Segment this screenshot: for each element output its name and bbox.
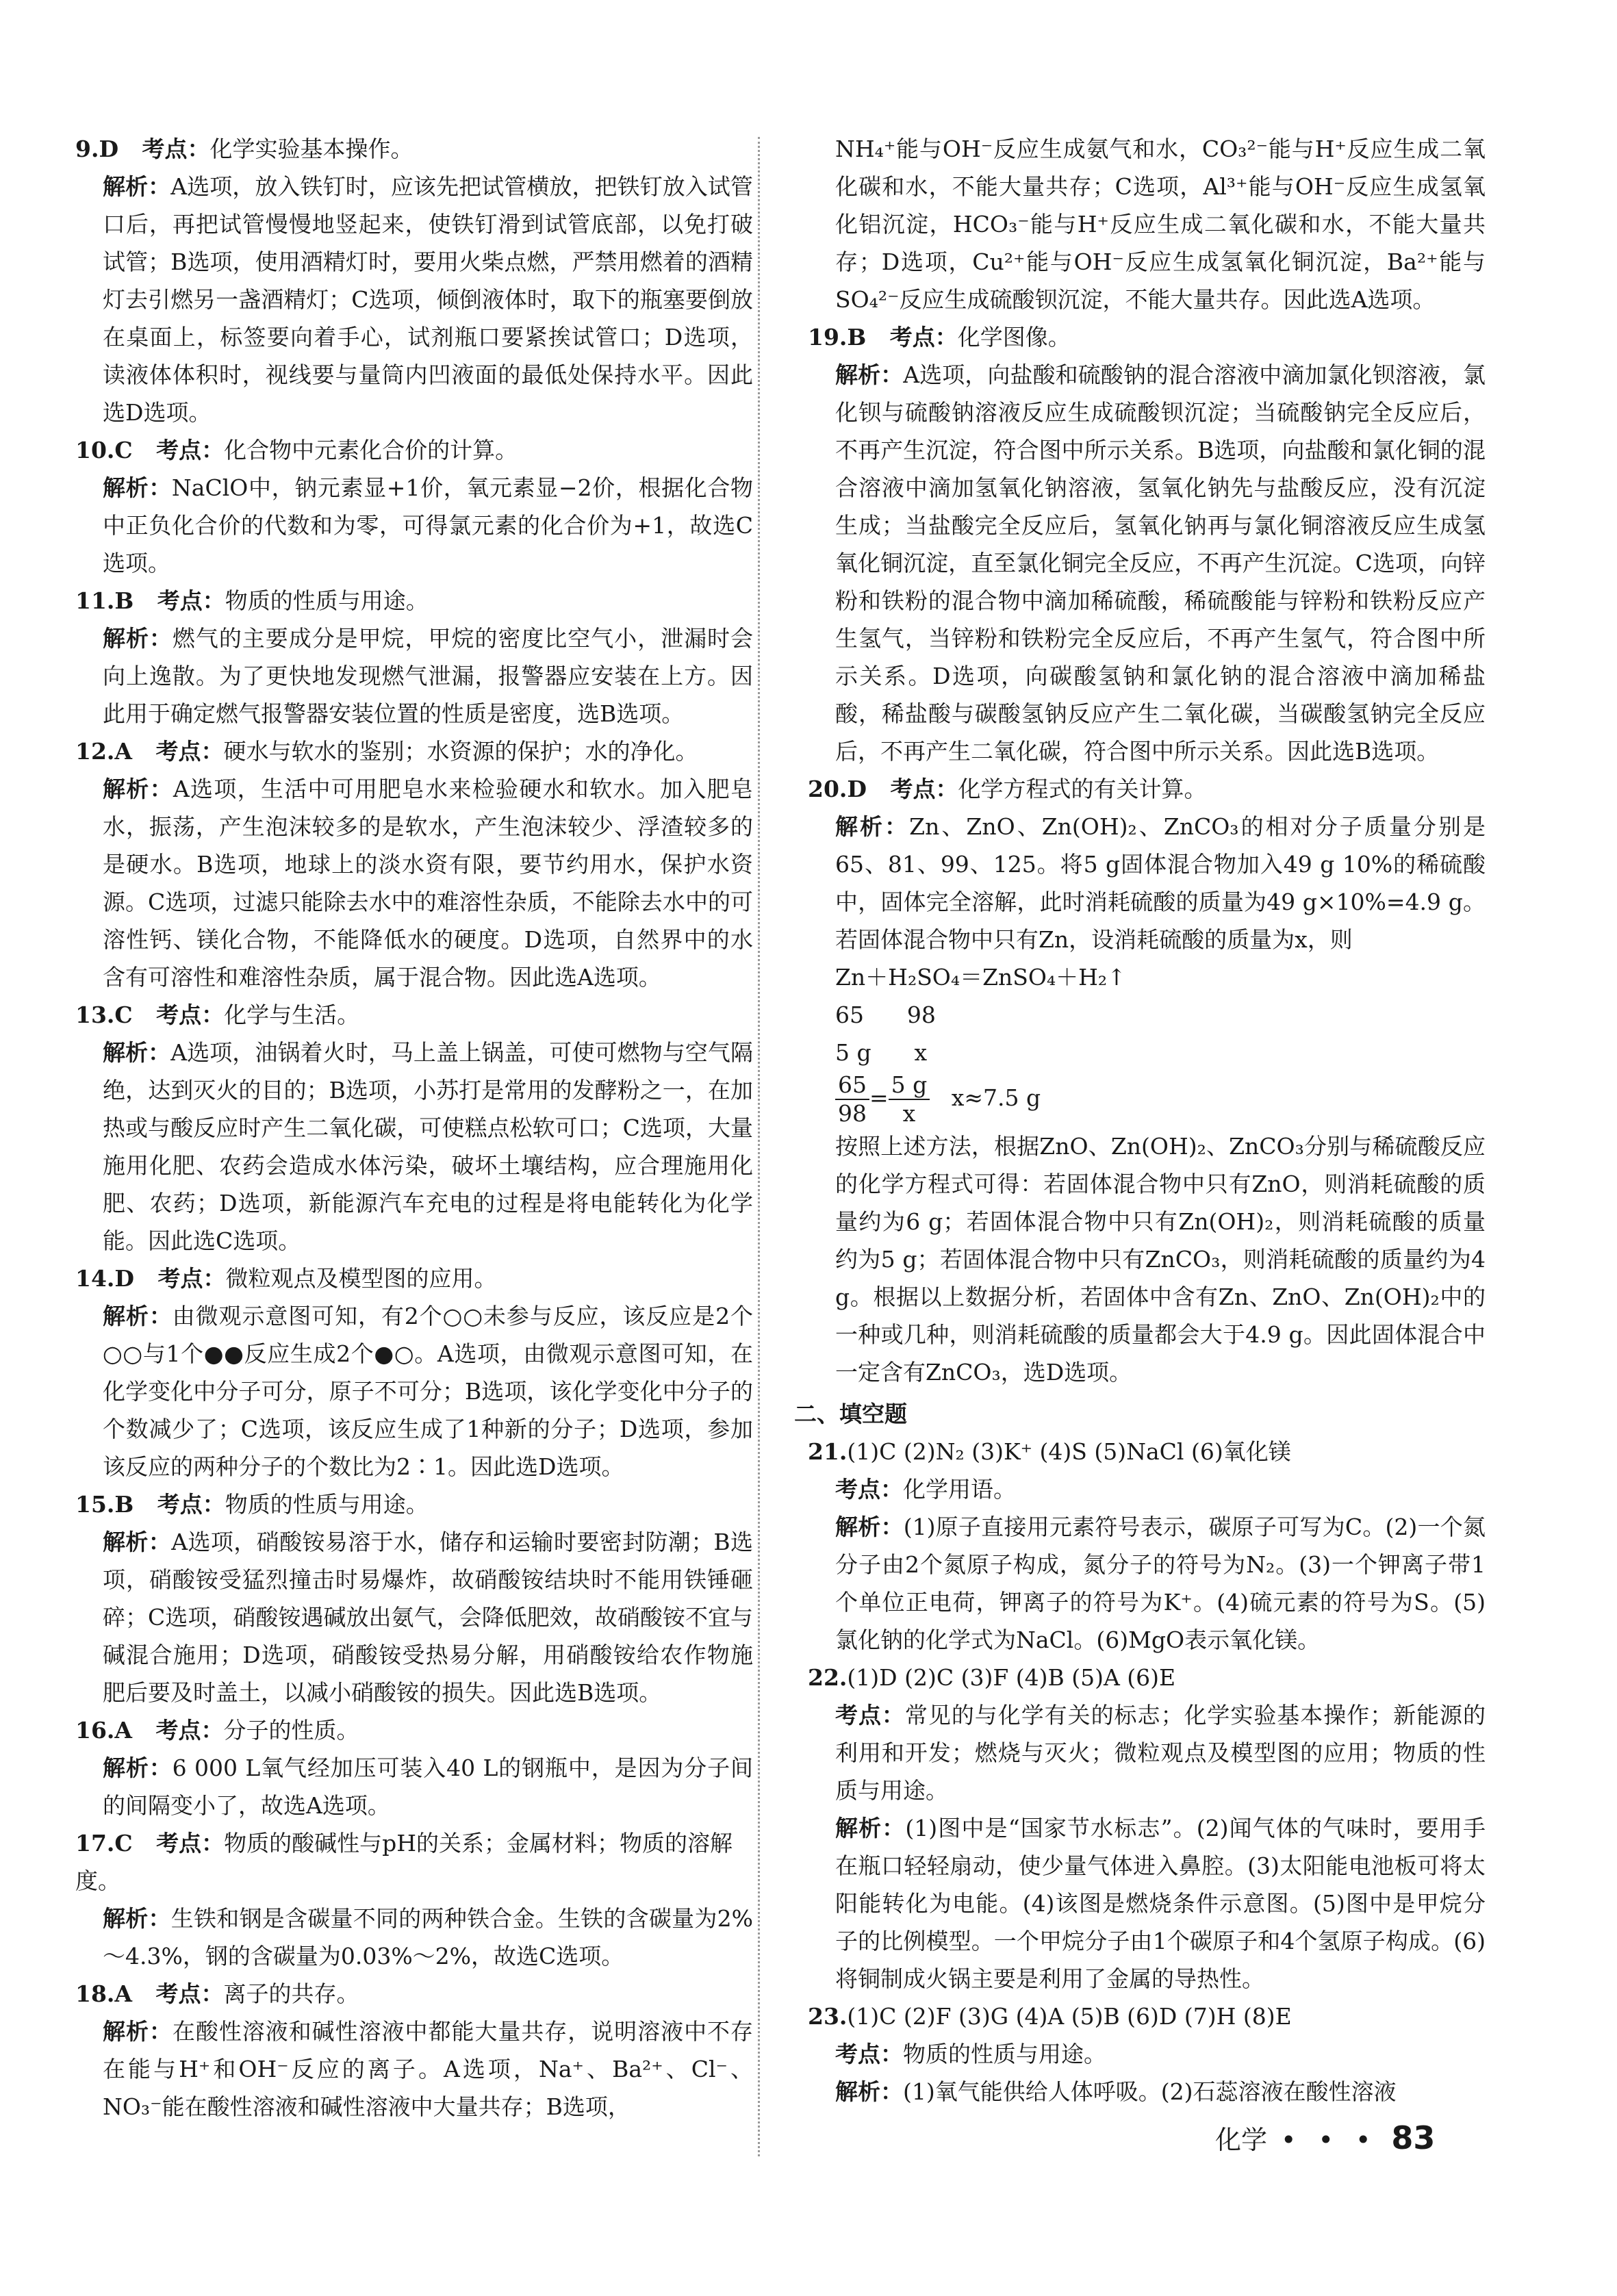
equation: Zn＋H₂SO₄＝ZnSO₄＋H₂↑ xyxy=(835,964,1126,991)
question-18-continued: NH₄⁺能与OH⁻反应生成氨气和水，CO₃²⁻能与H⁺反应生成二氧化碳和水，不能大量共存；C选项，Al³⁺能与OH⁻反应生成氢氧化铝沉淀，HCO₃⁻能与H⁺反应生成二氧化碳和水，不能大量共存；D选项，Cu²⁺能与OH⁻反应生成氢氧化铜沉淀，Ba²⁺能与SO₄²⁻反应生成硫酸钡沉淀，不能大量共存。因此选A选项。 xyxy=(835,136,1486,313)
answer-number: 14.D xyxy=(75,1265,135,1292)
explanation-text: (1)氧气能供给人体呼吸。(2)石蕊溶液在酸性溶液 xyxy=(903,2078,1397,2105)
answer-list: (1)C (2)N₂ (3)K⁺ (4)S (5)NaCl (6)氧化镁 xyxy=(847,1438,1291,1465)
answer-number: 19.B xyxy=(808,324,867,350)
question-13: 13.C 考点：化学与生活。 解析：A选项，油锅着火时，马上盖上锅盖，可使可燃物与空气隔绝，达到灭火的目的；B选项，小苏打是常用的发酵粉之一，在加热或与酸反应时产生二氧化碳，可使糕点松软可口；C选项，大量施用化肥、农药会造成水体污染，破坏土壤结构，应合理施用化肥、农药；D选项，新能源汽车充电的过程是将电能转化为化学能。因此选C选项。 xyxy=(75,1002,753,1254)
explanation-text: 燃气的主要成分是甲烷，甲烷的密度比空气小，泄漏时会向上逸散。为了更快地发现燃气泄漏，报警器应安装在上方。因此用于确定燃气报警器安装位置的性质是密度，选B选项。 xyxy=(103,625,754,727)
explanation-text: 生铁和钢是含碳量不同的两种铁合金。生铁的含碳量为2%～4.3%，钢的含碳量为0.03%～2%，故选C选项。 xyxy=(103,1905,754,1969)
fraction: $\frac{5 g}{x}$ xyxy=(889,1071,930,1127)
result: x≈7.5 g xyxy=(951,1084,1041,1111)
question-17: 17.C 考点：物质的酸碱性与pH的关系；金属材料；物质的溶解度。 解析：生铁和钢是含碳量不同的两种铁合金。生铁的含碳量为2%～4.3%，钢的含碳量为0.03%～2%，故选C选项。 xyxy=(75,1830,754,1969)
question-16: 16.A 考点：分子的性质。 解析：6 000 L氧气经加压可装入40 L的钢瓶中，是因为分子间的间隔变小了，故选A选项。 xyxy=(75,1717,753,1819)
explanation-text: (1)原子直接用元素符号表示，碳原子可写为C。(2)一个氮分子由2个氮原子构成，氮分子的符号为N₂。(3)一个钾离子带1个单位正电荷，钾离子的符号为K⁺。(4)硫元素的符号为S。(5)氯化钠的化学式为NaCl。(6)MgO表示氧化镁。 xyxy=(835,1514,1486,1653)
explanation-text: A选项，向盐酸和硫酸钠的混合溶液中滴加氯化钡溶液，氯化钡与硫酸钠溶液反应生成硫酸钡沉淀；当硫酸钠完全反应后，不再产生沉淀，符合图中所示关系。B选项，向盐酸和氯化铜的混合溶液中滴加氢氧化钠溶液，氢氧化钠先与盐酸反应，没有沉淀生成；当盐酸完全反应后，氢氧化钠再与氯化铜溶液反应生成氢氧化铜沉淀，直至氯化铜完全反应，不再产生沉淀。C选项，向锌粉和铁粉的混合物中滴加稀硫酸，稀硫酸能与锌粉和铁粉反应产生氢气，当锌粉和铁粉完全反应后，不再产生氢气，符合图中所示关系。D选项，向碳酸氢钠和氯化钠的混合溶液中滴加稀盐酸，稀盐酸与碳酸氢钠反应产生二氧化碳，当碳酸氢钠完全反应后，不再产生二氧化碳，符合图中所示关系。因此选B选项。 xyxy=(835,361,1486,765)
question-23: 23.(1)C (2)F (3)G (4)A (5)B (6)D (7)H (8)E 考点：物质的性质与用途。 解析：(1)氧气能供给人体呼吸。(2)石蕊溶液在酸性溶液 xyxy=(808,2003,1397,2105)
question-21: 21.(1)C (2)N₂ (3)K⁺ (4)S (5)NaCl (6)氧化镁 考点：化学用语。 解析：(1)原子直接用元素符号表示，碳原子可写为C。(2)一个氮分子由2个氮原子构成，氮分子的符号为N₂。(3)一个钾离子带1个单位正电荷，钾离子的符号为K⁺。(4)硫元素的符号为S。(5)氯化钠的化学式为NaCl。(6)MgO表示氧化镁。 xyxy=(808,1438,1486,1653)
answer-number: 16.A xyxy=(75,1717,133,1744)
explanation-text: A选项，生活中可用肥皂水来检验硬水和软水。加入肥皂水，振荡，产生泡沫较多的是软水，产生泡沫较少、浮渣较多的是硬水。B选项，地球上的淡水资有限，要节约用水，保护水资源。C选项，过滤只能除去水中的难溶性杂质，不能除去水中的可溶性钙、镁化合物，不能降低水的硬度。D选项，自然界中的水含有可溶性和难溶性杂质，属于混合物。因此选A选项。 xyxy=(103,776,753,991)
question-20: 20.D 考点：化学方程式的有关计算。 解析：Zn、ZnO、Zn(OH)₂、ZnCO₃的相对分子质量分别是65、81、99、125。将5 g固体混合物加入49 g 10%的稀硫酸中，固体完全溶解，此时消耗硫酸的质量为49 g×10%=4.9 g。若固体混合物中只有Zn，设消耗硫酸的质量为x，则 Zn＋H₂SO₄＝ZnSO₄＋H₂↑ 65 98 5 g x $\frac{65}{98}$ = $\frac{5 g}{x}$ x≈7.5 g 按照上述方法，根据ZnO、Zn(OH)₂、ZnCO₃分别与稀硫酸反应的化学方程式可得：若固体混合物中只有ZnO，则消耗硫酸的质量约为6 g；若固体混合物中只有Zn(OH)₂，则消耗硫酸的质量约为5 g；若固体混合物中只有ZnCO₃，则消耗硫酸的质量约为4 g。根据以上数据分析，若固体中含有Zn、ZnO、Zn(OH)₂中的一种或几种，则消耗硫酸的质量都会大于4.9 g。因此固体混合中一定含有ZnCO₃，选D选项。 xyxy=(808,770,1486,1391)
explanation-text: NaClO中，钠元素显+1价，氧元素显−2价，根据化合物中正负化合价的代数和为零，可得氯元素的化合价为+1，故选C选项。 xyxy=(103,474,754,576)
explanation-text: 按照上述方法，根据ZnO、Zn(OH)₂、ZnCO₃分别与稀硫酸反应的化学方程式可得：若固体混合物中只有ZnO，则消耗硫酸的质量约为6 g；若固体混合物中只有Zn(OH)₂，则消耗硫酸的质量约为5 g；若固体混合物中只有ZnCO₃，则消耗硫酸的质量约为4 g。根据以上数据分析，若固体中含有Zn、ZnO、Zn(OH)₂中的一种或几种，则消耗硫酸的质量都会大于4.9 g。因此固体混合中一定含有ZnCO₃，选D选项。 xyxy=(835,1133,1486,1386)
fraction: $\frac{65}{98}$ xyxy=(835,1071,869,1127)
answer-number: 9.D xyxy=(75,136,119,162)
page-number: 83 xyxy=(1391,2119,1436,2156)
question-22: 22.(1)D (2)C (3)F (4)B (5)A (6)E 考点：常见的与化学有关的标志；化学实验基本操作；新能源的利用和开发；燃烧与灭火；微粒观点及模型图的应用；物质的性质与用途。 解析：(1)图中是“国家节水标志”。(2)闻气体的气味时，要用手在瓶口轻轻扇动，使少量气体进入鼻腔。(3)太阳能电池板可将太阳能转化为电能。(4)该图是燃烧条件示意图。(5)图中是甲烷分子的比例模型。一个甲烷分子由1个碳原子和4个氢原子构成。(6)将铜制成火锅主要是利用了金属的导热性。 xyxy=(808,1664,1486,1992)
answer-number: 11.B xyxy=(75,587,134,614)
answer-number: 13.C xyxy=(75,1002,133,1028)
explanation-text: A选项，硝酸铵易溶于水，储存和运输时要密封防潮；B选项，硝酸铵受猛烈撞击时易爆炸，故硝酸铵结块时不能用铁锤砸碎；C选项，硝酸铵遇碱放出氨气，会降低肥效，故硝酸铵不宜与碱混合施用；D选项，硝酸铵受热易分解，用硝酸铵给农作物施肥后要及时盖土，以减小硝酸铵的损失。因此选B选项。 xyxy=(103,1529,753,1706)
explanation-text: 在酸性溶液和碱性溶液中都能大量共存，说明溶液中不存在能与H⁺和OH⁻反应的离子。A选项，Na⁺、Ba²⁺、Cl⁻、NO₃⁻能在酸性溶液和碱性溶液中大量共存；B选项， xyxy=(103,2018,754,2120)
answer-number: 10.C xyxy=(75,437,133,463)
explanation-text: 6 000 L氧气经加压可装入40 L的钢瓶中，是因为分子间的间隔变小了，故选A选项。 xyxy=(103,1755,753,1819)
subject-label: 化学 xyxy=(1215,2125,1268,2155)
answer-number: 20.D xyxy=(808,776,867,802)
page-footer xyxy=(1215,2119,1435,2156)
question-10: 10.C 考点：化合物中元素化合价的计算。 解析：NaClO中，钠元素显+1价，氧元素显−2价，根据化合物中正负化合价的代数和为零，可得氯元素的化合价为+1，故选C选项。 xyxy=(75,437,754,576)
question-18: 18.A 考点：离子的共存。 解析：在酸性溶液和碱性溶液中都能大量共存，说明溶液中不存在能与H⁺和OH⁻反应的离子。A选项，Na⁺、Ba²⁺、Cl⁻、NO₃⁻能在酸性溶液和碱性溶液中大量共存；B选项， xyxy=(75,1980,754,2120)
ratio-row: 65 98 xyxy=(835,1002,936,1028)
explanation-text: (1)图中是“国家节水标志”。(2)闻气体的气味时，要用手在瓶口轻轻扇动，使少量气体进入鼻腔。(3)太阳能电池板可将太阳能转化为电能。(4)该图是燃烧条件示意图。(5)图中是甲烷分子的比例模型。一个甲烷分子由1个碳原子和4个氢原子构成。(6)将铜制成火锅主要是利用了金属的导热性。 xyxy=(835,1815,1486,1992)
proportion: $\frac{65}{98}$ = $\frac{5 g}{x}$ x≈7.5 g xyxy=(808,1071,1486,1127)
left-column xyxy=(75,130,753,2126)
question-19: 19.B 考点：化学图像。 解析：A选项，向盐酸和硫酸钠的混合溶液中滴加氯化钡溶液，氯化钡与硫酸钠溶液反应生成硫酸钡沉淀；当硫酸钠完全反应后，不再产生沉淀，符合图中所示关系。B选项，向盐酸和氯化铜的混合溶液中滴加氢氧化钠溶液，氢氧化钠先与盐酸反应，没有沉淀生成；当盐酸完全反应后，氢氧化钠再与氯化铜溶液反应生成氢氧化铜沉淀，直至氯化铜完全反应，不再产生沉淀。C选项，向锌粉和铁粉的混合物中滴加稀硫酸，稀硫酸能与锌粉和铁粉反应产生氢气，当锌粉和铁粉完全反应后，不再产生氢气，符合图中所示关系。D选项，向碳酸氢钠和氯化钠的混合溶液中滴加稀盐酸，稀盐酸与碳酸氢钠反应产生二氧化碳，当碳酸氢钠完全反应后，不再产生二氧化碳，符合图中所示关系。因此选B选项。 xyxy=(808,324,1486,765)
answer-list: (1)C (2)F (3)G (4)A (5)B (6)D (7)H (8)E xyxy=(847,2003,1292,2030)
answer-number: 12.A xyxy=(75,738,133,765)
question-14: 14.D 考点：微粒观点及模型图的应用。 解析：由微观示意图可知，有2个○○未参与反应，该反应是2个○○与1个●●反应生成2个●○。A选项，由微观示意图可知，在化学变化中分子可分，原子不可分；B选项，该化学变化中分子的个数减少了；C选项，该反应生成了1种新的分子；D选项，参加该反应的两种分子的个数比为2∶1。因此选D选项。 xyxy=(75,1265,753,1480)
answer-number: 15.B xyxy=(75,1491,134,1518)
answer-number: 17.C xyxy=(75,1830,133,1857)
ratio-row: 5 g x xyxy=(835,1039,928,1066)
right-column xyxy=(794,130,1486,2110)
answer-number: 18.A xyxy=(75,1980,133,2007)
explanation-text: Zn、ZnO、Zn(OH)₂、ZnCO₃的相对分子质量分别是65、81、99、125。将5 g固体混合物加入49 g 10%的稀硫酸中，固体完全溶解，此时消耗硫酸的质量为49 g×10%=4.9 g。若固体混合物中只有Zn，设消耗硫酸的质量为x，则 xyxy=(835,813,1486,953)
footer-dots: • • • xyxy=(1281,2125,1378,2155)
question-15: 15.B 考点：物质的性质与用途。 解析：A选项，硝酸铵易溶于水，储存和运输时要密封防潮；B选项，硝酸铵受猛烈撞击时易爆炸，故硝酸铵结块时不能用铁锤砸碎；C选项，硝酸铵遇碱放出氨气，会降低肥效，故硝酸铵不宜与碱混合施用；D选项，硝酸铵受热易分解，用硝酸铵给农作物施肥后要及时盖土，以减小硝酸铵的损失。因此选B选项。 xyxy=(75,1491,753,1706)
question-11: 11.B 考点：物质的性质与用途。 解析：燃气的主要成分是甲烷，甲烷的密度比空气小，泄漏时会向上逸散。为了更快地发现燃气泄漏，报警器应安装在上方。因此用于确定燃气报警器安装位置的性质是密度，选B选项。 xyxy=(75,587,754,727)
explanation-text: A选项，油锅着火时，马上盖上锅盖，可使可燃物与空气隔绝，达到灭火的目的；B选项，小苏打是常用的发酵粉之一，在加热或与酸反应时产生二氧化碳，可使糕点松软可口；C选项，大量施用化肥、农药会造成水体污染，破坏土壤结构，应合理施用化肥、农药；D选项，新能源汽车充电的过程是将电能转化为化学能。因此选C选项。 xyxy=(103,1039,753,1254)
question-12: 12.A 考点：硬水与软水的鉴别；水资源的保护；水的净化。 解析：A选项，生活中可用肥皂水来检验硬水和软水。加入肥皂水，振荡，产生泡沫较多的是软水，产生泡沫较少、浮渣较多的是硬水。B选项，地球上的淡水资有限，要节约用水，保护水资源。C选项，过滤只能除去水中的难溶性杂质，不能除去水中的可溶性钙、镁化合物，不能降低水的硬度。D选项，自然界中的水含有可溶性和难溶性杂质，属于混合物。因此选A选项。 xyxy=(75,738,753,991)
answer-list: (1)D (2)C (3)F (4)B (5)A (6)E xyxy=(847,1664,1176,1691)
section-title: 二、填空题 xyxy=(794,1401,907,1427)
explanation-text: A选项，放入铁钉时，应该先把试管横放，把铁钉放入试管口后，再把试管慢慢地竖起来，使铁钉滑到试管底部，以免打破试管；B选项，使用酒精灯时，要用火柴点燃，严禁用燃着的酒精灯去引燃另一盏酒精灯；C选项，倾倒液体时，取下的瓶塞要倒放在桌面上，标签要向着手心，试剂瓶口要紧挨试管口；D选项，读液体体积时，视线要与量筒内凹液面的最低处保持水平。因此选D选项。 xyxy=(103,173,753,426)
explanation-text: 由微观示意图可知，有2个○○未参与反应，该反应是2个○○与1个●●反应生成2个●○。A选项，由微观示意图可知，在化学变化中分子可分，原子不可分；B选项，该化学变化中分子的个数减少了；C选项，该反应生成了1种新的分子；D选项，参加该反应的两种分子的个数比为2∶1。因此选D选项。 xyxy=(103,1303,753,1480)
column-divider xyxy=(758,137,760,2156)
question-9: 9.D 考点：化学实验基本操作。 解析：A选项，放入铁钉时，应该先把试管横放，把铁钉放入试管口后，再把试管慢慢地竖起来，使铁钉滑到试管底部，以免打破试管；B选项，使用酒精灯时，要用火柴点燃，严禁用燃着的酒精灯去引燃另一盏酒精灯；C选项，倾倒液体时，取下的瓶塞要倒放在桌面上，标签要向着手心，试剂瓶口要紧挨试管口；D选项，读液体体积时，视线要与量筒内凹液面的最低处保持水平。因此选D选项。 xyxy=(75,136,753,426)
